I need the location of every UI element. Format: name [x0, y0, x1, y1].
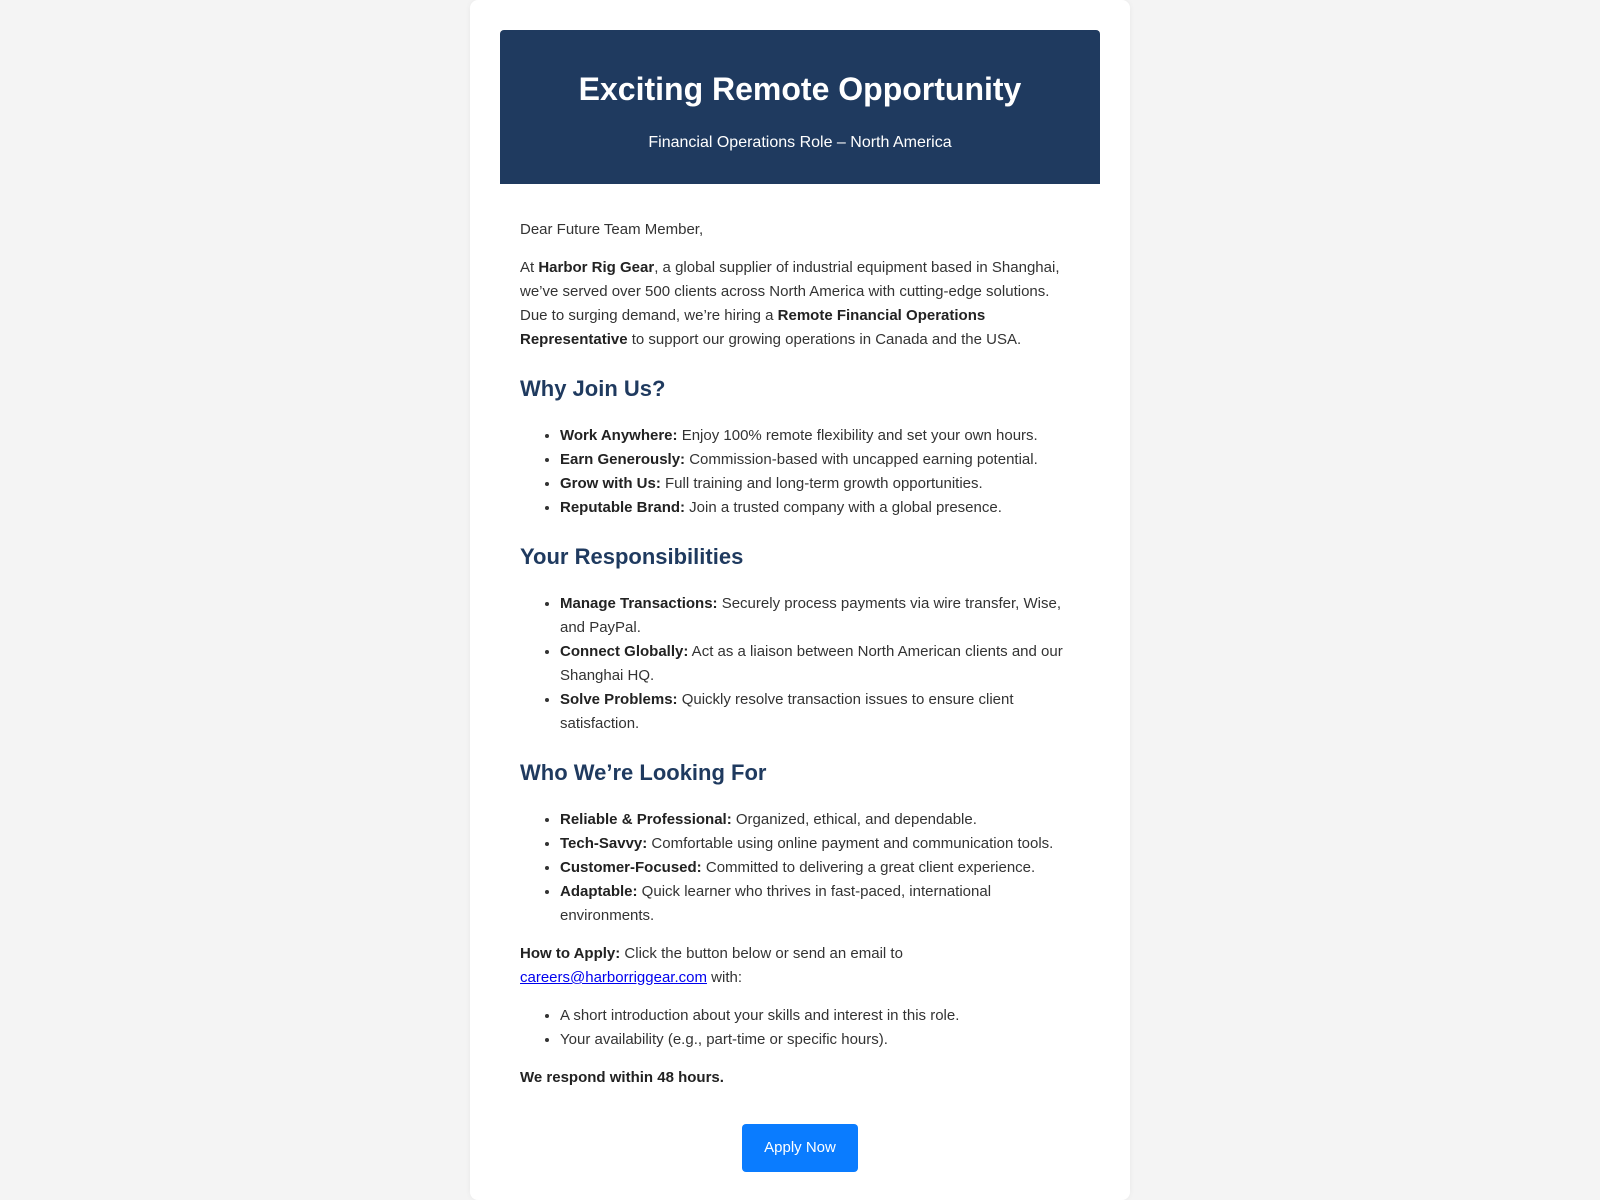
how-to-apply: [520, 942, 1080, 990]
item-text: Securely process payments via wire transfer, Wise, and PayPal.: [560, 595, 1062, 636]
item-text: Full training and long-term growth opportunities.: [660, 475, 983, 492]
item-text: Enjoy 100% remote flexibility and set your own hours.: [677, 427, 1038, 444]
how-to-apply-label: How to Apply:: [520, 945, 621, 962]
looking-heading: Who We’re Looking For: [520, 760, 767, 785]
item-text: Committed to delivering a great client experience.: [701, 859, 1036, 876]
list-item: [560, 472, 1080, 496]
greeting: Dear Future Team Member,: [520, 221, 704, 238]
responsibilities-heading: Your Responsibilities: [520, 544, 744, 569]
item-label: Manage Transactions:: [560, 595, 718, 612]
how-to-apply-text-after: with:: [706, 969, 742, 986]
why-list: [520, 424, 1080, 520]
responsibilities-list: [520, 592, 1080, 736]
item-label: Tech-Savvy:: [560, 835, 648, 852]
response-note-text: We respond within 48 hours.: [520, 1069, 724, 1086]
apply-list: [520, 1004, 1080, 1052]
list-item: [560, 808, 1080, 832]
cta-container: [520, 1124, 1080, 1172]
email-header: [500, 30, 1100, 184]
looking-list: [520, 808, 1080, 928]
list-item: [560, 856, 1080, 880]
list-item: • Your availability (e.g., part-time or specific hours).: [560, 1028, 1080, 1052]
list-item: [560, 688, 1080, 736]
apply-now-button[interactable]: Apply Now: [742, 1124, 858, 1172]
email-body: [520, 204, 1080, 1172]
item-text: Commission-based with uncapped earning potential.: [685, 451, 1038, 468]
list-item: [560, 424, 1080, 448]
item-label: Adaptable:: [560, 883, 638, 900]
list-item: [560, 448, 1080, 472]
how-to-apply-text: Click the button below or send an email to: [620, 945, 903, 962]
item-text: Quickly resolve transaction issues to ensure client satisfaction.: [560, 691, 1014, 732]
item-text: Join a trusted company with a global presence.: [685, 499, 1002, 516]
item-label: Work Anywhere:: [560, 427, 678, 444]
response-note: [520, 1066, 1080, 1090]
item-text: Comfortable using online payment and communication tools.: [647, 835, 1054, 852]
item-text: Organized, ethical, and dependable.: [731, 811, 977, 828]
intro-text-b: , a global supplier of industrial equipment based in Shanghai, we’ve served over 500 clients across North America with cutting-edge solutions. Due to surging demand, we’re hiring a: [520, 259, 1060, 324]
item-label: Connect Globally:: [560, 643, 689, 660]
item-label: Solve Problems:: [560, 691, 678, 708]
list-item: [560, 592, 1080, 640]
why-heading: Why Join Us?: [520, 376, 666, 401]
company-name: Harbor Rig Gear: [538, 259, 655, 276]
item-label: Grow with Us:: [560, 475, 661, 492]
item-label: Reliable & Professional:: [560, 811, 732, 828]
intro-text-c: to support our growing operations in Canada and the USA.: [627, 331, 1022, 348]
email-card: [470, 0, 1130, 1200]
list-item: [560, 880, 1080, 928]
list-item: [560, 496, 1080, 520]
header-subtitle: Financial Operations Role – North America: [648, 134, 952, 151]
header-title: Exciting Remote Opportunity: [578, 71, 1022, 107]
role-name: Remote Financial Operations Representative: [520, 307, 986, 348]
intro-paragraph: [520, 256, 1080, 352]
intro-text-a: At: [520, 259, 539, 276]
list-item: [560, 832, 1080, 856]
item-label: Reputable Brand:: [560, 499, 686, 516]
list-item: • A short introduction about your skills and interest in this role.: [560, 1004, 1080, 1028]
list-item: [560, 640, 1080, 688]
email-link[interactable]: careers@harborriggear.com: [520, 969, 707, 986]
item-text: Quick learner who thrives in fast-paced, international environments.: [560, 883, 992, 924]
item-label: Customer-Focused:: [560, 859, 702, 876]
item-label: Earn Generously:: [560, 451, 686, 468]
item-text: Act as a liaison between North American clients and our Shanghai HQ.: [560, 643, 1063, 684]
